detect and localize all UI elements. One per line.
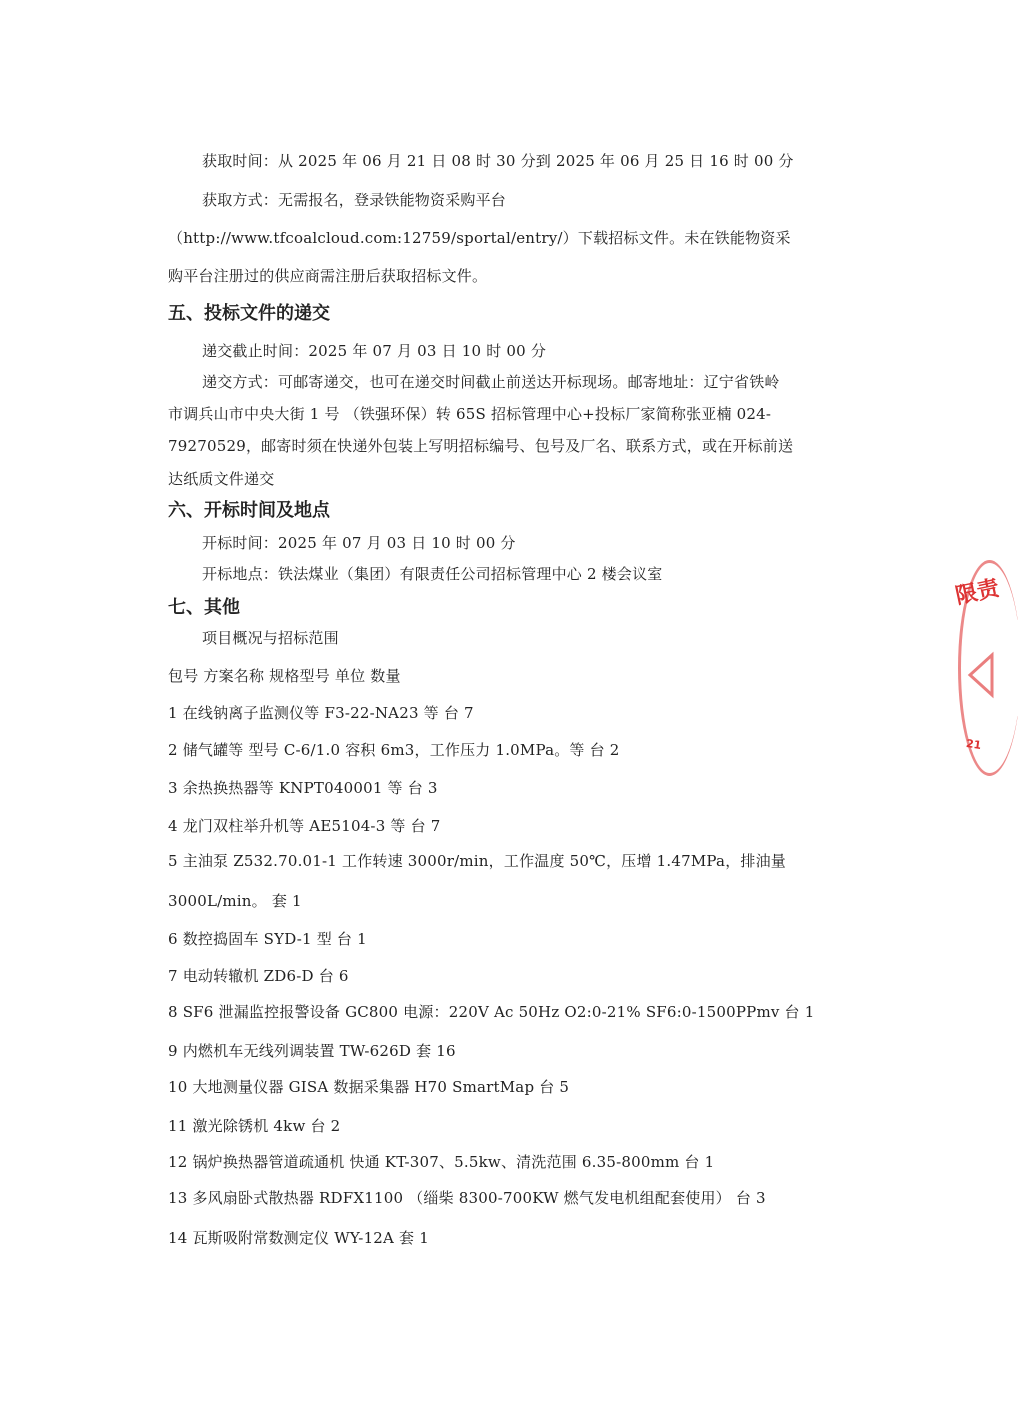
list-item: 12 锅炉换热器管道疏通机 快通 KT-307、5.5kw、清洗范围 6.35-800mm 台 1 bbox=[168, 1153, 715, 1171]
list-item: 11 激光除锈机 4kw 台 2 bbox=[168, 1117, 341, 1135]
list-item: 9 内燃机车无线列调装置 TW-626D 套 16 bbox=[168, 1042, 456, 1060]
section-heading-5: 五、投标文件的递交 bbox=[168, 303, 330, 324]
list-item: 2 储气罐等 型号 C-6/1.0 容积 6m3，工作压力 1.0MPa。等 台 2 bbox=[168, 741, 620, 759]
list-item: 4 龙门双柱举升机等 AE5104-3 等 台 7 bbox=[168, 817, 441, 835]
submit-method-line2: 市调兵山市中央大街 1 号 （铁强环保）转 65S 招标管理中心+投标厂家简称张亚楠 024- bbox=[168, 405, 772, 423]
seal-stamp-number: 21 bbox=[965, 736, 983, 753]
list-item: 3 余热换热器等 KNPT040001 等 台 3 bbox=[168, 779, 438, 797]
package-list-header: 包号 方案名称 规格型号 单位 数量 bbox=[168, 667, 401, 685]
seal-star-icon bbox=[962, 650, 992, 700]
submit-method-line4: 达纸质文件递交 bbox=[168, 470, 275, 488]
acquire-method-note: 购平台注册过的供应商需注册后获取招标文件。 bbox=[168, 267, 488, 285]
seal-stamp-text: 限责 bbox=[953, 575, 1002, 610]
list-item: 6 数控捣固车 SYD-1 型 台 1 bbox=[168, 930, 367, 948]
list-item-continuation: 3000L/min。 套 1 bbox=[168, 892, 302, 910]
list-item: 8 SF6 泄漏监控报警设备 GC800 电源：220V Ac 50Hz O2:0-21% SF6:0-1500PPmv 台 1 bbox=[168, 1003, 815, 1021]
list-item: 5 主油泵 Z532.70.01-1 工作转速 3000r/min，工作温度 50℃，压增 1.47MPa，排油量 bbox=[168, 852, 786, 870]
list-item: 13 多风扇卧式散热器 RDFX1100 （缁柴 8300-700KW 燃气发电机组配套使用） 台 3 bbox=[168, 1189, 766, 1207]
list-item: 7 电动转辙机 ZD6-D 台 6 bbox=[168, 967, 349, 985]
list-item: 14 瓦斯吸附常数测定仪 WY-12A 套 1 bbox=[168, 1229, 429, 1247]
submit-method: 递交方式：可邮寄递交，也可在递交时间截止前送达开标现场。邮寄地址：辽宁省铁岭 bbox=[202, 373, 780, 391]
list-item: 10 大地测量仪器 GISA 数据采集器 H70 SmartMap 台 5 bbox=[168, 1078, 570, 1096]
list-item: 1 在线钠离子监测仪等 F3-22-NA23 等 台 7 bbox=[168, 704, 474, 722]
section-heading-6: 六、开标时间及地点 bbox=[168, 500, 330, 521]
acquire-method: 获取方式：无需报名，登录铁能物资采购平台 bbox=[202, 191, 507, 209]
submit-deadline: 递交截止时间：2025 年 07 月 03 日 10 时 00 分 bbox=[202, 342, 547, 360]
opening-time: 开标时间：2025 年 07 月 03 日 10 时 00 分 bbox=[202, 534, 516, 552]
section-heading-7: 七、其他 bbox=[168, 597, 240, 618]
acquire-method-url: （http://www.tfcoalcloud.com:12759/sportal/entry/）下载招标文件。未在铁能物资采 bbox=[168, 229, 791, 247]
project-overview-label: 项目概况与招标范围 bbox=[202, 629, 339, 647]
opening-location: 开标地点：铁法煤业（集团）有限责任公司招标管理中心 2 楼会议室 bbox=[202, 565, 663, 583]
submit-method-line3: 79270529，邮寄时须在快递外包装上写明招标编号、包号及厂名、联系方式，或在开标前送 bbox=[168, 437, 794, 455]
acquire-time: 获取时间：从 2025 年 06 月 21 日 08 时 30 分到 2025 年 06 月 25 日 16 时 00 分 bbox=[202, 152, 794, 170]
